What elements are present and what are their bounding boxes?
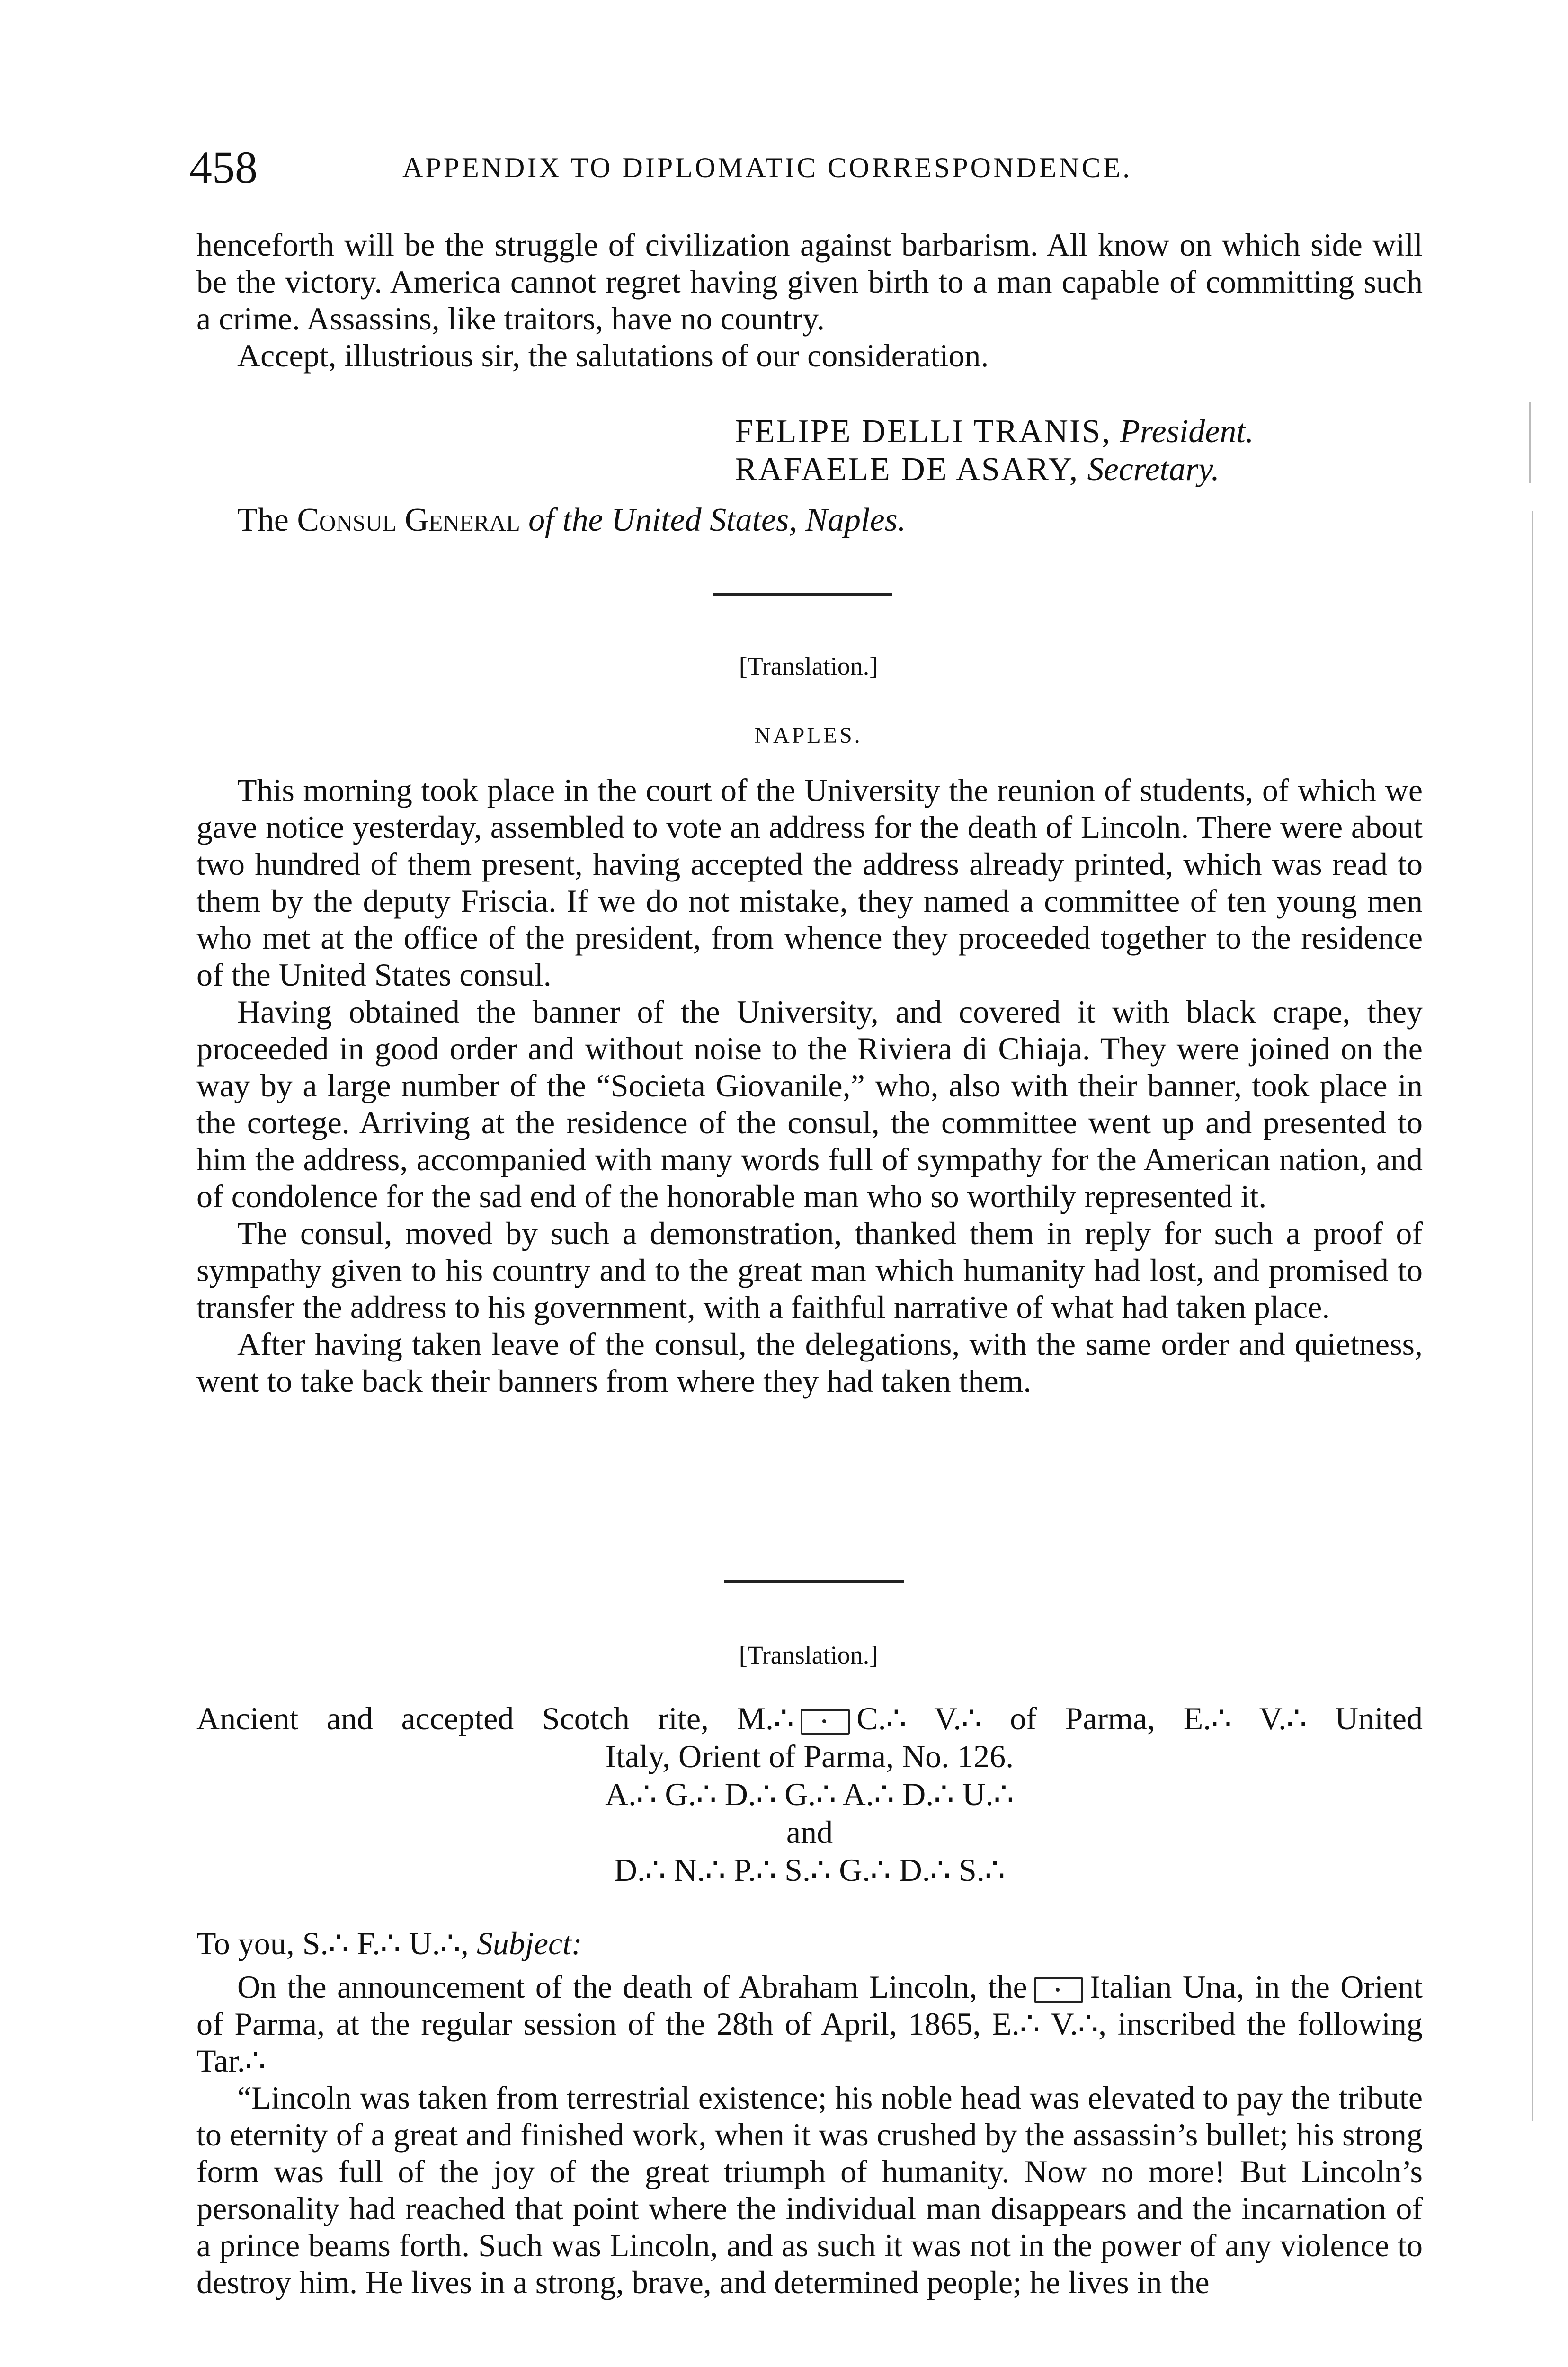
rite-heading [196,1700,1423,1889]
section-title-naples: NAPLES. [754,723,863,748]
addressee-of: of the [528,502,603,538]
page-number: 458 [189,142,258,193]
salutation: To you, S.∴ F.∴ U.∴, Subject: [196,1925,582,1961]
scan-margin-line [1532,511,1533,2121]
addressee-consul: Consul General [297,502,520,538]
signature-block [735,413,1417,489]
letter-paragraph: “Lincoln was taken from terrestrial existence; his noble head was elevated to pay the tribute to eternity of a great and finished work, when it was crushed by the assassin’s bullet; his strong form was full of the joy of the great triumph of humanity. Now no more! But Lincoln’s personality had reached that point where the individual man disappears and the incarnation of a prince beams forth. Such was Lincoln, and as such it was not in the power of any violence to destroy him. He lives in a strong, brave, and determined people; he lives in the [196,2080,1423,2300]
lodge-symbol-icon [801,1709,850,1735]
section-divider [724,1580,904,1583]
addressee [196,502,1423,539]
rite-line: Italy, Orient of Parma, No. 126. [605,1738,1014,1774]
translation-label: [Translation.] [739,652,878,680]
scan-margin-line [1529,402,1531,483]
signatory-title: Secretary. [1087,451,1220,488]
addressee-location: United States, Naples. [611,502,906,538]
letter-paragraph: On the announcement of the death of Abraham Lincoln, the Italian Una, in the Orient of Parma, at the regular session of the 28th of April, 1865, E.∴ V.∴, inscribed the following Tar.∴ [196,1969,1423,2079]
article-paragraph: This morning took place in the court of the University the reunion of students, of which we gave notice yesterday, assembled to vote an address for the death of Lincoln. There were about two hundred of them present, having accepted the address already printed, which was read to them by the deputy Friscia. If we do not mistake, they named a committee of ten young men who met at the office of the president, from whence they proceeded together to the residence of the United States consul. [196,772,1423,993]
rite-line: D.∴ N.∴ P.∴ S.∴ G.∴ D.∴ S.∴ [614,1852,1006,1888]
letter-paragraph: henceforth will be the struggle of civilization against barbarism. All know on which side will be the victory. America cannot regret having given birth to a man capable of committing such a crime. Assassins, like traitors, have no country. [196,227,1423,337]
closing-line: Accept, illustrious sir, the salutations of our consideration. [237,338,989,374]
page-header [189,141,1420,193]
signature-president [735,413,1417,451]
signatory-title: President. [1120,413,1254,450]
signatory-name: FELIPE DELLI TRANIS, [735,413,1112,450]
rite-line: and [786,1814,833,1850]
signature-secretary [735,451,1417,489]
signatory-name: RAFAELE DE ASARY, [735,451,1079,488]
naples-article-body [196,772,1423,1399]
article-paragraph: After having taken leave of the consul, the delegations, with the same order and quietness, went to take back their banners from where they had taken them. [196,1326,1423,1399]
section-divider [713,593,892,596]
addressee-prefix: The [237,502,289,538]
rite-line: A.∴ G.∴ D.∴ G.∴ A.∴ D.∴ U.∴ [605,1776,1014,1812]
letter-ending [196,226,1423,374]
article-paragraph: Having obtained the banner of the University, and covered it with black crape, they proceeded in good order and without noise to the Riviera di Chiaja. They were joined on the way by a large number of the “Societa Giovanile,” who, also with their banner, took place in the cortege. Arriving at the residence of the consul, the committee went up and presented to him the address, accompanied with many words full of sympathy for the American nation, and of condolence for the sad end of the honorable man who so worthily represented it. [196,994,1423,1214]
parma-letter-body [196,1925,1423,2301]
lodge-symbol-icon [1034,1977,1083,2003]
translation-label: [Translation.] [739,1641,878,1669]
article-paragraph: The consul, moved by such a demonstration, thanked them in reply for such a proof of sympathy given to his country and to the great man which humanity had lost, and promised to transfer the address to his government, with a faithful narrative of what had taken place. [196,1215,1423,1325]
rite-line: Ancient and accepted Scotch rite, M.∴ C.∴ V.∴ of Parma, E.∴ V.∴ United [196,1700,1423,1736]
running-head: APPENDIX TO DIPLOMATIC CORRESPONDENCE. [402,152,1132,183]
